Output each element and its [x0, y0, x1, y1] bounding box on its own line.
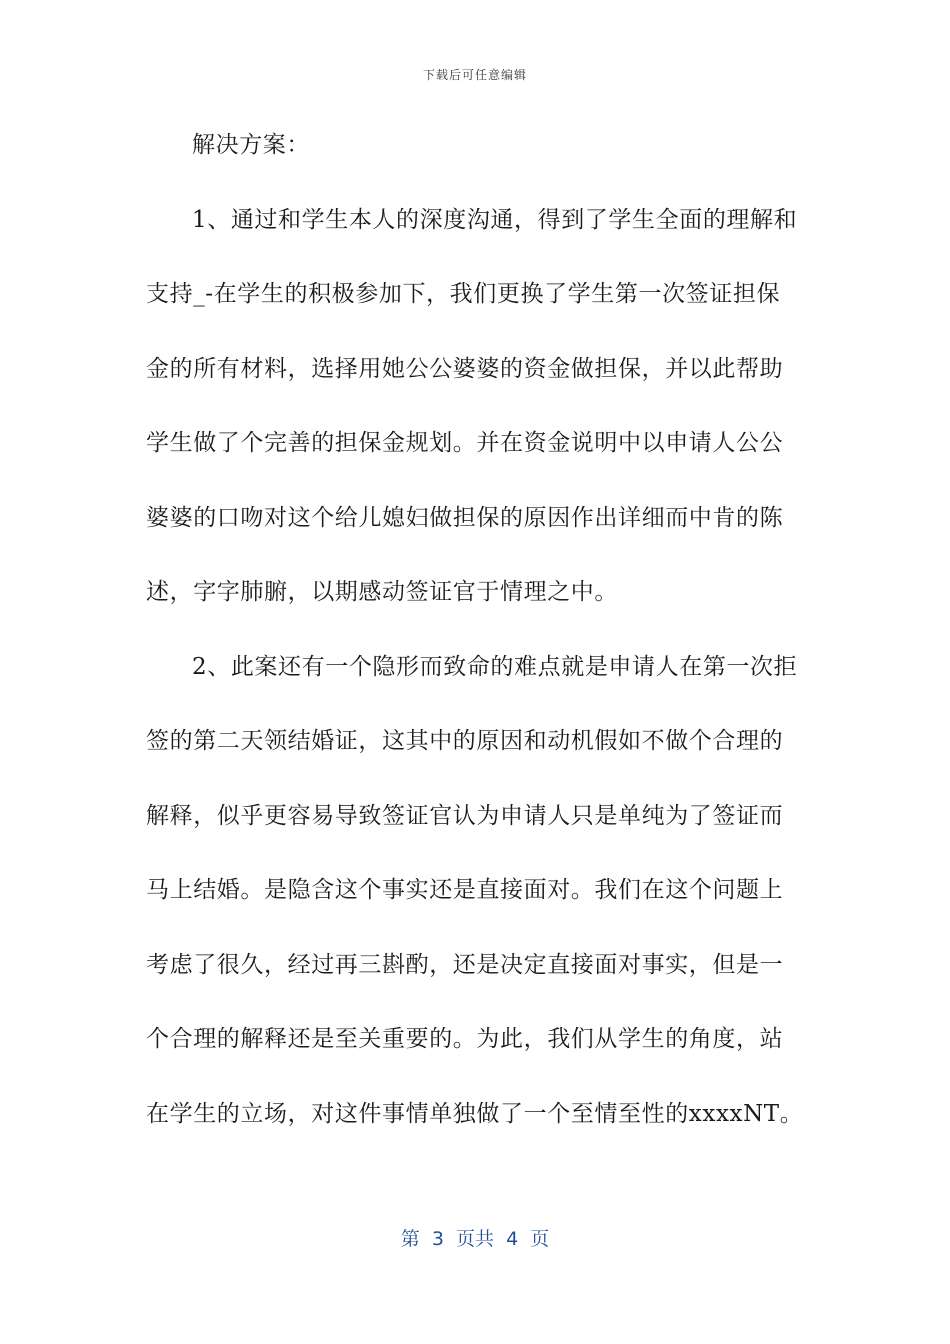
- paragraph-line: 金的所有材料，选择用她公公婆婆的资金做担保，并以此帮助: [146, 355, 784, 382]
- header-note: 下载后可任意编辑: [422, 68, 527, 82]
- section-heading: 解决方案：: [192, 132, 310, 158]
- paragraph-line: 在学生的立场，对这件事情单独做了一个至情至性的xxxxNT。: [146, 1100, 804, 1127]
- paragraph-line: 个合理的解释还是至关重要的。为此，我们从学生的角度，站: [146, 1026, 784, 1052]
- document-body: [146, 112, 806, 1155]
- paragraph-line: 婆婆的口吻对这个给儿媳妇做担保的原因作出详细而中肯的陈: [146, 504, 784, 531]
- paragraph-line: 1、通过和学生本人的深度沟通，得到了学生全面的理解和: [192, 206, 798, 233]
- paragraph-line: 2、此案还有一个隐形而致命的难点就是申请人在第一次拒: [192, 653, 798, 680]
- paragraph-line: 签的第二天领结婚证，这其中的原因和动机假如不做个合理的: [146, 728, 784, 754]
- paragraph-line: 支持_-在学生的积极参加下，我们更换了学生第一次签证担保: [146, 281, 781, 307]
- page-number: 第 3 页共 4 页: [400, 1228, 550, 1250]
- paragraph-line: 述，字字肺腑，以期感动签证官于情理之中。: [146, 579, 618, 605]
- paragraph-line: 学生做了个完善的担保金规划。并在资金说明中以申请人公公: [146, 430, 784, 456]
- paragraph-line: 马上结婚。是隐含这个事实还是直接面对。我们在这个问题上: [146, 877, 784, 903]
- paragraph-line: 考虑了很久，经过再三斟酌，还是决定直接面对事实，但是一: [146, 951, 784, 978]
- paragraph-line: 解释，似乎更容易导致签证官认为申请人只是单纯为了签证而: [146, 802, 784, 829]
